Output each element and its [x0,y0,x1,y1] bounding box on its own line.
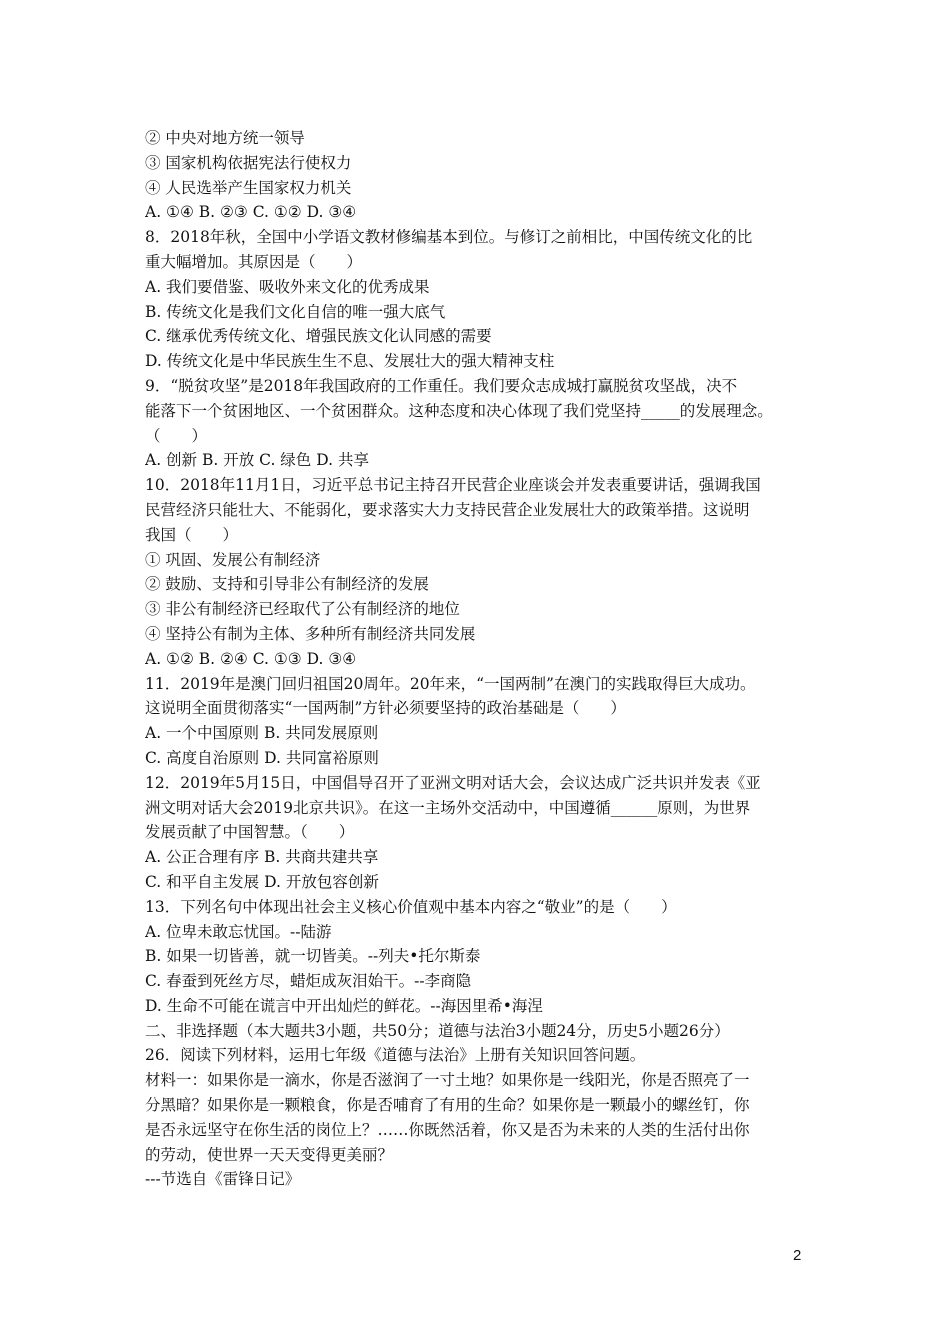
text-line: 二、非选择题（本大题共3小题，共50分；道德与法治3小题24分，历史5小题26分） [145,1021,730,1040]
text-line: 13．下列名句中体现出社会主义核心价值观中基本内容之“敬业”的是（ ） [145,897,677,916]
text-line: C. 高度自治原则 D. 共同富裕原则 [145,748,379,767]
text-line: D. 传统文化是中华民族生生不息、发展壮大的强大精神支柱 [145,352,555,371]
text-line: C. 春蚕到死丝方尽，蜡炬成灰泪始干。--李商隐 [145,972,472,991]
text-line: A. ①④ B. ②③ C. ①② D. ③④ [145,203,357,222]
text-line: 分黑暗？如果你是一颗粮食，你是否哺育了有用的生命？如果你是一颗最小的螺丝钉，你 [145,1096,750,1115]
text-line: A. 公正合理有序 B. 共商共建共享 [145,848,379,867]
text-line: 12．2019年5月15日，中国倡导召开了亚洲文明对话大会，会议达成广泛共识并发表《亚 [145,773,761,792]
text-line: 26．阅读下列材料，运用七年级《道德与法治》上册有关知识回答问题。 [145,1046,646,1065]
text-line: B. 如果一切皆善，就一切皆美。--列夫•托尔斯泰 [145,947,481,966]
text-line: 10．2018年11月1日，习近平总书记主持召开民营企业座谈会并发表重要讲话，强调我国 [145,476,761,495]
text-line: 是否永远坚守在你生活的岗位上？……你既然活着，你又是否为未来的人类的生活付出你 [145,1120,750,1139]
text-line: ① 巩固、发展公有制经济 [145,550,321,569]
text-line: C. 和平自主发展 D. 开放包容创新 [145,872,379,891]
text-line: ---节选自《雷锋日记》 [145,1170,301,1189]
text-line: 这说明全面贯彻落实“一国两制”方针必须要坚持的政治基础是（ ） [145,699,626,718]
text-line: ② 鼓励、支持和引导非公有制经济的发展 [145,575,429,594]
text-line: （ ） [145,426,208,445]
text-line: A. 位卑未敢忘忧国。--陆游 [145,922,332,941]
text-line: ④ 坚持公有制为主体、多种所有制经济共同发展 [145,624,476,643]
text-line: 民营经济只能壮大、不能弱化，要求落实大力支持民营企业发展壮大的政策举措。这说明 [145,500,750,519]
text-line: 材料一：如果你是一滴水，你是否滋润了一寸土地？如果你是一线阳光，你是否照亮了一 [145,1071,750,1090]
text-line: B. 传统文化是我们文化自信的唯一强大底气 [145,302,446,321]
text-line: 的劳动，使世界一天天变得更美丽？ [145,1145,394,1164]
text-line: 8．2018年秋，全国中小学语文教材修编基本到位。与修订之前相比，中国传统文化的比 [145,228,753,247]
text-line: 发展贡献了中国智慧。（ ） [145,823,355,842]
text-line: ② 中央对地方统一领导 [145,129,305,147]
text-line: 洲文明对话大会2019北京共识》。在这一主场外交活动中，中国遵循______原则，为世界 [145,798,751,817]
text-line: ④ 人民选举产生国家权力机关 [145,178,352,197]
text-line: A. ①② B. ②④ C. ①③ D. ③④ [145,649,357,668]
text-line: 重大幅增加。其原因是（ ） [145,252,363,271]
text-line: A. 我们要借鉴、吸收外来文化的优秀成果 [145,277,430,296]
page-content [145,126,815,1192]
text-line: D. 生命不可能在谎言中开出灿烂的鲜花。--海因里希•海涅 [145,996,543,1015]
text-line: A. 创新 B. 开放 C. 绿色 D. 共享 [145,451,369,470]
page-number: 2 [793,1247,802,1264]
text-line: 9．“脱贫攻坚”是2018年我国政府的工作重任。我们要众志成城打赢脱贫攻坚战，决不 [145,376,738,395]
text-line: C. 继承优秀传统文化、增强民族文化认同感的需要 [145,327,492,346]
text-line: 11．2019年是澳门回归祖国20周年。20年来，“一国两制”在澳门的实践取得巨大成功。 [145,674,756,693]
text-line: ③ 国家机构依据宪法行使权力 [145,153,352,172]
text-line: 能落下一个贫困地区、一个贫困群众。这种态度和决心体现了我们党坚持_____的发展理念。 [145,401,773,420]
text-line: ③ 非公有制经济已经取代了公有制经济的地位 [145,600,460,619]
text-line: 我国（ ） [145,525,239,544]
text-line: A. 一个中国原则 B. 共同发展原则 [145,724,379,743]
